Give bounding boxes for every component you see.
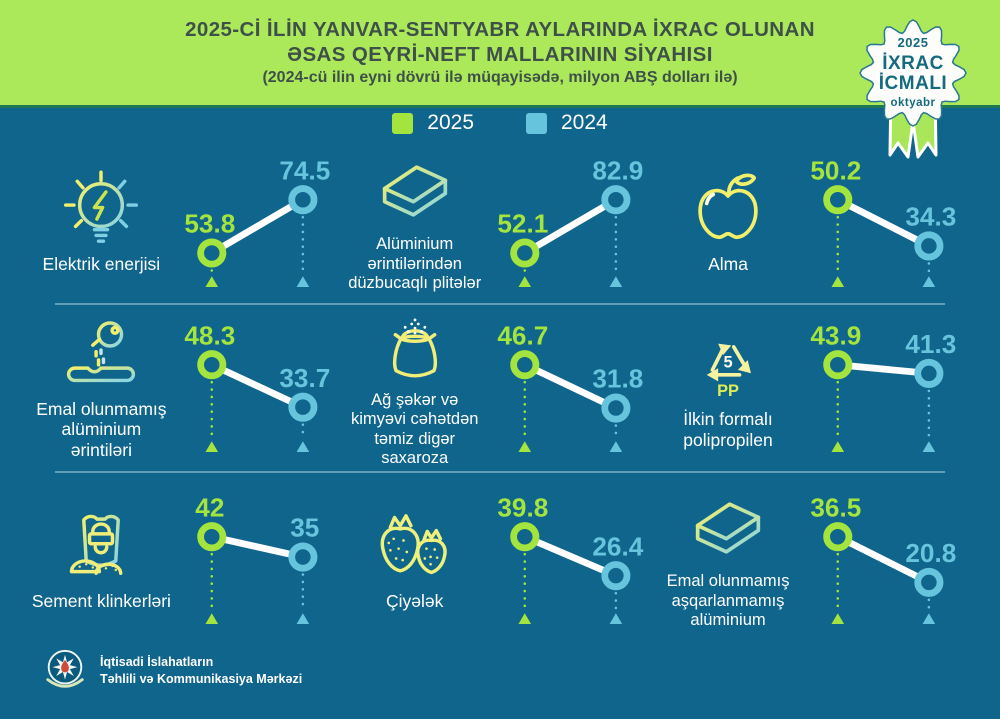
svg-text:33.7: 33.7	[279, 362, 331, 393]
product-name: Ağ şəkər və kimyəvi cəhətdən təmiz digər saxaroza	[350, 390, 479, 467]
product-name: Sement klinkerləri	[31, 591, 171, 612]
comparison-chart-aluminium-alloys	[173, 312, 344, 462]
ixrac-icmali-badge	[846, 5, 980, 165]
svg-text:43.9: 43.9	[810, 320, 862, 351]
comparison-chart-unalloyed-aluminium	[799, 484, 970, 634]
aluminium-ingot-icon	[369, 150, 461, 232]
legend-item-2024	[526, 111, 608, 135]
svg-text:35: 35	[290, 512, 320, 543]
svg-text:26.4: 26.4	[592, 531, 644, 562]
product-name: Alüminium ərintilərindən düzbucaqlı plitələr	[348, 235, 482, 293]
product-card-aluminium-alloys	[30, 303, 343, 471]
page-subtitle: (2024-cü ilin eyni dövrü ilə müqayisədə, milyon ABŞ dolları ilə)	[262, 69, 738, 87]
svg-text:48.3: 48.3	[184, 320, 236, 351]
badge-title-2: İCMALI	[878, 73, 948, 94]
comparison-chart-strawberry	[486, 484, 657, 634]
aluminium-ingot-icon	[682, 487, 774, 569]
footer	[42, 645, 302, 697]
svg-text:82.9: 82.9	[592, 155, 644, 186]
apple-icon	[682, 169, 774, 251]
product-name: Çiyələk	[386, 591, 444, 612]
metal-casting-icon	[55, 314, 147, 396]
lightbulb-icon	[55, 169, 147, 251]
legend-item-2025	[392, 111, 474, 135]
comparison-chart-apple	[799, 147, 970, 297]
legend-swatch-2024	[526, 113, 547, 134]
svg-text:34.3: 34.3	[905, 201, 957, 232]
svg-text:50.2: 50.2	[810, 155, 862, 186]
product-name: Elektrik enerjisi	[42, 254, 161, 275]
badge-title-1: İXRAC	[882, 53, 944, 74]
svg-text:36.5: 36.5	[810, 492, 862, 523]
recycle-number: 5	[723, 353, 733, 372]
recycle-code: PP	[717, 382, 739, 401]
product-card-electricity	[30, 141, 343, 303]
legend-label-2025: 2025	[427, 111, 474, 134]
product-name: İlkin formalı polipropilen	[683, 408, 773, 450]
product-name: Alma	[708, 254, 748, 275]
product-name: Emal olunmamış aşqarlanmamış alüminium	[666, 572, 790, 630]
svg-text:42: 42	[195, 492, 225, 523]
product-card-unalloyed-aluminium	[657, 471, 970, 647]
sugar-sack-icon	[369, 306, 461, 388]
comparison-chart-cement	[173, 484, 344, 634]
product-card-sugar	[343, 303, 656, 471]
svg-text:41.3: 41.3	[905, 329, 957, 360]
svg-text:74.5: 74.5	[279, 155, 331, 186]
org-line-2: Təhlili və Kommunikasiya Mərkəzi	[100, 672, 303, 686]
svg-text:20.8: 20.8	[905, 538, 957, 569]
svg-text:52.1: 52.1	[497, 208, 549, 239]
svg-text:46.7: 46.7	[497, 320, 549, 351]
org-line-1: İqtisadi İslahatların	[100, 654, 214, 669]
product-card-apple	[657, 141, 970, 303]
page-title	[185, 18, 815, 67]
row-divider	[55, 303, 945, 305]
svg-text:31.8: 31.8	[592, 363, 644, 394]
recycle-pp-icon	[682, 324, 774, 406]
legend-swatch-2025	[392, 113, 413, 134]
comparison-chart-polypropylene	[799, 312, 970, 462]
badge-year: 2025	[897, 35, 929, 50]
product-name: Emal olunmamış alüminium ərintiləri	[36, 398, 167, 460]
comparison-chart-electricity	[173, 147, 344, 297]
svg-text:39.8: 39.8	[497, 492, 549, 523]
legend-label-2024: 2024	[561, 111, 608, 134]
badge-month: oktyabr	[890, 97, 936, 109]
organization-emblem-icon	[42, 645, 88, 697]
comparison-chart-aluminium-plates	[486, 147, 657, 297]
product-card-strawberry	[343, 471, 656, 647]
product-card-cement	[30, 471, 343, 647]
row-divider	[55, 471, 945, 473]
svg-text:53.8: 53.8	[184, 208, 236, 239]
product-card-polypropylene	[657, 303, 970, 471]
organization-name	[100, 654, 302, 689]
cement-bag-icon	[55, 506, 147, 588]
strawberry-icon	[369, 506, 461, 588]
title-line-1: 2025-Cİ İLİN YANVAR-SENTYABR AYLARINDA İXRAC OLUNAN	[185, 17, 815, 41]
product-card-aluminium-plates	[343, 141, 656, 303]
title-line-2: ƏSAS QEYRİ-NEFT MALLARININ SİYAHISI	[287, 42, 713, 66]
products-grid	[30, 141, 970, 647]
comparison-chart-sugar	[486, 312, 657, 462]
